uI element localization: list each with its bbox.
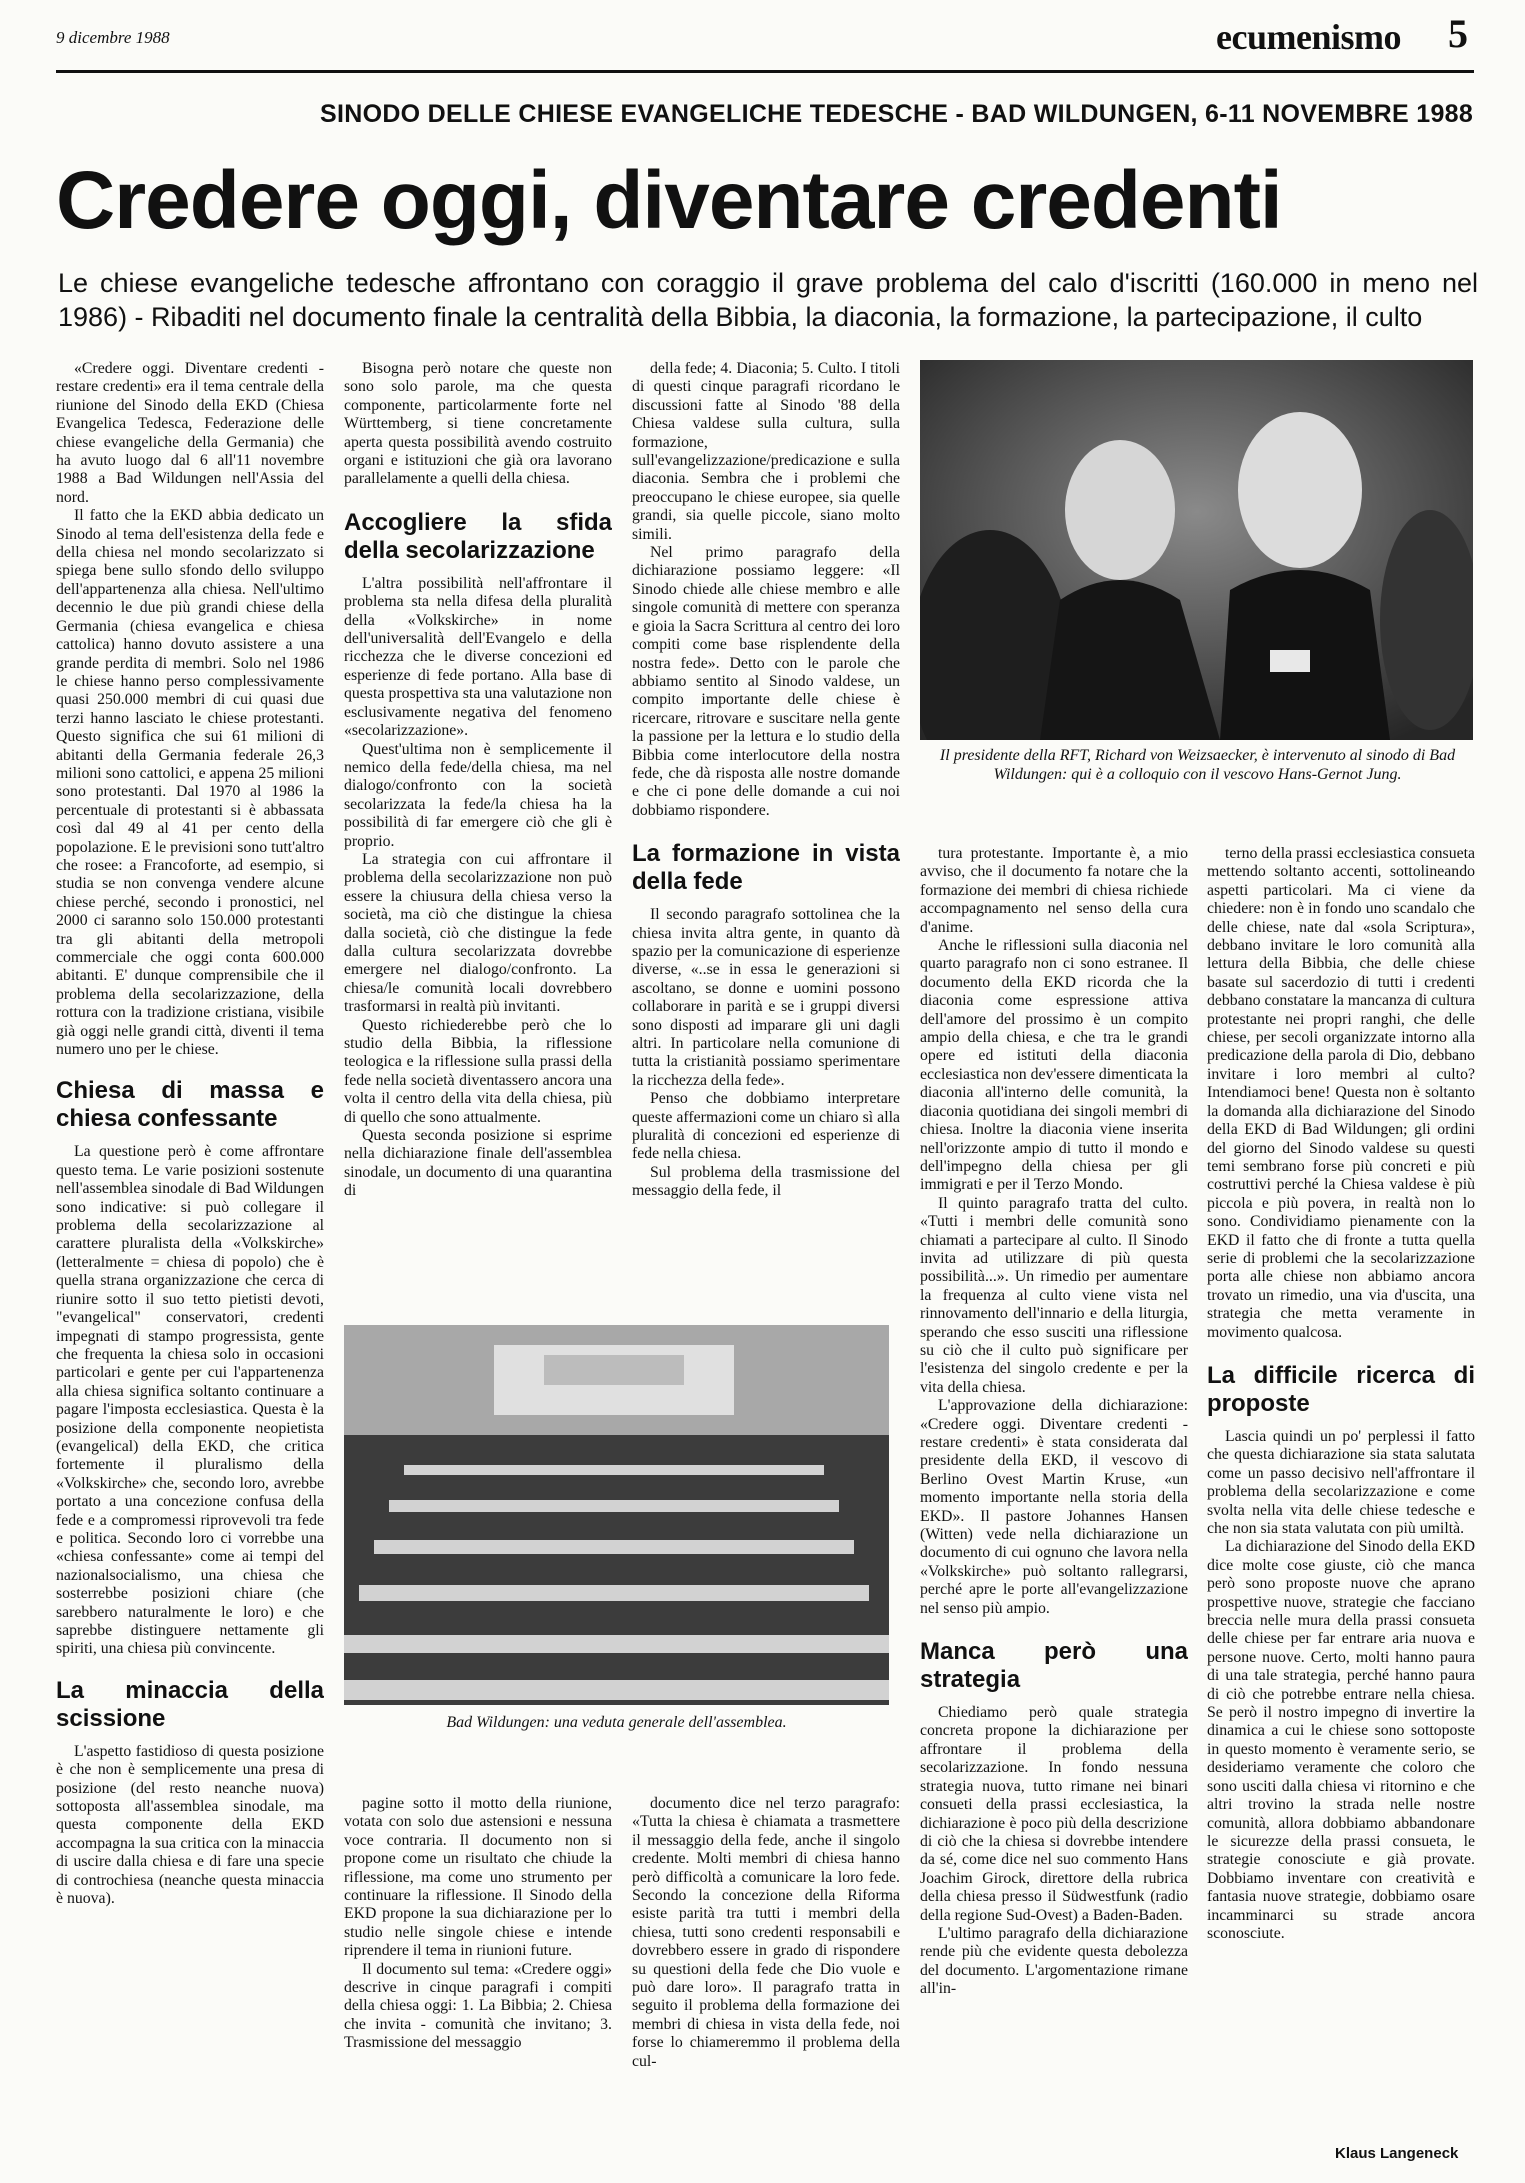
column-3-upper [632,360,900,1310]
kicker: SINODO DELLE CHIESE EVANGELICHE TEDESCHE - BAD WILDUNGEN, 6-11 NOVEMBRE 1988 [320,100,1474,128]
paragraph: L'approvazione della dichiarazione: «Credere oggi. Diventare credenti - restare credenti» è stata considerata dal presidente della EKD, il vescovo di Berlino Ovest Martin Kruse, «un momento importante nella storia della EKD». Il pastore Johannes Hansen (Witten) vede nella dichiarazione un documento di cui ognuno che lavora nella «Volkskirche» può soltanto rallegrarsi, perché apre le porte all'evangelizzazione nel senso più ampio. [920,1397,1188,1617]
page-number: 5 [1448,11,1468,56]
paragraph: La strategia con cui affrontare il problema della secolarizzazione non può essere la chiusura della chiesa verso la società, ma ciò che distingue la chiesa dalla società, ciò che distingue la fede dalla cultura secolarizzata dovrebbe emergere nel dialogo/confronto. La chiesa/le comunità locali dovrebbero trasformarsi in realtà più invitanti. [344,850,612,1016]
column-1 [56,360,324,2120]
paragraph: Il secondo paragrafo sottolinea che la chiesa invita altra gente, in quanto dà spazio per la comunicazione di esperienze diverse, «..se in essa le generazioni si ascoltano, se donne e uomini possono collaborare in parità e se i gruppi diversi sono disposti ad imparare gli uni dagli altri. In particolare nella comunione di tutta la cristianità possiamo sperimentare la ricchezza della fede». [632,906,900,1089]
paragraph: «Credere oggi. Diventare credenti - restare credenti» era il tema centrale della riunione del Sinodo della EKD (Chiesa Evangelica Tedesca, Federazione delle chiese evangeliche della Germania) che ha avuto luogo dal 6 all'11 novembre 1988 a Bad Wildungen nell'Assia del nord. [56,360,324,506]
column-5 [1207,845,1475,2125]
photo-assembly [344,1325,889,1705]
paragraph: Quest'ultima non è semplicemente il nemico della fede/della chiesa, ma nel dialogo/confronto con la società secolarizzata la fede/la chiesa ha la possibilità di far emergere ciò che gli è proprio. [344,740,612,850]
paragraph: documento dice nel terzo paragrafo: «Tutta la chiesa è chiamata a trasmettere il messaggio della fede, anche il singolo credente. Molti membri di chiesa hanno però difficoltà a comunicare la loro fede. Secondo la concezione della Riforma esiste parità tra tutti i membri della chiesa, tutti sono credenti responsabili e dovrebbero essere in grado di rispondere su questioni della fede che Dio vuole e può dare loro». Il paragrafo tratta in seguito il problema della formazione dei membri di chiesa in vista della fede, noi forse lo chiameremmo il problema della cul- [632,1795,900,2070]
paragraph: Il documento sul tema: «Credere oggi» descrive in cinque paragrafi i compiti della chiesa oggi: 1. La Bibbia; 2. Chiesa che invita - comunità che invitano; 3. Trasmissione del messaggio [344,1960,612,2052]
standfirst: Le chiese evangeliche tedesche affrontano con coraggio il grave problema del calo d'iscritti (160.000 in meno nel 1986) - Ribaditi nel documento finale la centralità della Bibbia, la diaconia, la formazione, la partecipazione, il culto [58,268,1478,332]
paragraph: Chiediamo però quale strategia concreta propone la dichiarazione per affrontare il problema della secolarizzazione. In fondo nessuna strategia nuova, tutto rimane nei binari consueti della prassi ecclesiastica, la dichiarazione è poco più della descrizione di ciò che la chiesa si dovrebbe intendere da sé, come dice nel suo commento Hans Joachim Girock, direttore della rubrica della chiesa presso il Südwestfunk (radio della regione Sud-Ovest) a Baden-Baden. [920,1704,1188,1924]
photo-assembly-image [344,1325,889,1705]
paragraph: L'aspetto fastidioso di questa posizione è che non è semplicemente una presa di posizione (del resto neanche nuova) sottoposta all'assemblea sinodale, ma questa componente della EKD accompagna la sua critica con la minaccia di uscire dalla chiesa e di fare una specie di controchiesa (neanche questa minaccia è nuova). [56,1742,324,1908]
paragraph: L'ultimo paragrafo della dichiarazione rende più che evidente questa debolezza del documento. L'argomentazione rimane all'in- [920,1924,1188,1998]
paragraph: della fede; 4. Diaconia; 5. Culto. I titoli di questi cinque paragrafi ricordano le discussioni fatte al Sinodo '88 della Chiesa valdese sulla cultura, sulla formazione, sull'evangelizzazione/predicazione e sulla diaconia. Sembra che i problemi che preoccupano le chiese europee, sia quelle grandi, sia quelle piccole, siano molto simili. [632,360,900,543]
paragraph: Il fatto che la EKD abbia dedicato un Sinodo al tema dell'esistenza della fede e della chiesa nel mondo secolarizzato si spiega bene sullo sfondo dello sviluppo dell'appartenenza alla chiesa. Nell'ultimo decennio le due più grandi chiese della Germania (chiesa evangelica e chiesa cattolica) hanno dovuto assistere a una grande perdita di membri. Solo nel 1986 le chiese hanno perso complessivamente quasi 250.000 membri di cui quasi due terzi hanno lasciato le chiese protestanti. Questo significa che sui 61 milioni di abitanti della Germania federale 26,3 milioni sono cattolici, e appena 25 milioni sono protestanti. Dal 1970 al 1986 la percentuale di protestanti si è abbassata così dal 49 al 41 per cento della popolazione. E le previsioni sono tutt'altro che rosee: a Francoforte, ad esempio, si studia se non convenga vendere alcune chiese perché, secondo i pronostici, nel 2000 ci saranno solo 150.000 protestanti tra gli abitanti della metropoli commerciale che oggi conta 600.000 abitanti. E' dunque comprensibile che il problema della secolarizzazione, della rottura con la tradizione cristiana, visibile già oggi nelle grandi città, diventi il tema numero uno per le chiese. [56,507,324,1059]
paragraph: La dichiarazione del Sinodo della EKD dice molte cose giuste, ciò che manca però sono proposte nuove che aprano prospettive nuove, strategie che facciano breccia nelle mura della prassi consueta delle chiese per far entrare aria nuova e persone nuove. Certo, molti hanno paura di una tale strategia, perché hanno paura di ciò che potrebbe entrare nella chiesa. Se però il nostro impegno di invertire la dinamica a cui le chiese sono sottoposte in questo momento è veramente serio, se desideriamo veramente che coloro che sono usciti dalla chiesa vi ritornino e che altri trovino la strada nelle nostre comunità, allora dobbiamo abbandonare le sicurezze della prassi consueta, le strategie conosciute e già provate. Dobbiamo inventare con creatività e fantasia nuove strategie, dobbiamo osare incamminarci su strade ancora sconosciute. [1207,1538,1475,1942]
paragraph: Lascia quindi un po' perplessi il fatto che questa dichiarazione sia stata salutata come un passo decisivo nell'affrontare il problema della secolarizzazione e come svolta nella vita delle chiese tedesche e che non sia stata valutata con più umiltà. [1207,1427,1475,1537]
paragraph: terno della prassi ecclesiastica consueta mettendo soltanto accenti, sottolineando aspetti particolari. Ma ci viene da chiedere: non è in fondo uno scandalo che delle chiese, nate dal «sola Scriptura», debbano invitare le loro comunità alla lettura della Bibbia, che delle chiese basate sul sacerdozio di tutti i credenti debbano constatare la mancanza di cultura protestante nei propri ranghi, che delle chiese, per secoli organizzate intorno alla predicazione della parola di Dio, debbano invitare i loro membri al culto? Intendiamoci bene! Questa non è soltanto la domanda alla dichiarazione del Sinodo della EKD di Bad Wildungen; gli ordini del giorno del Sinodo valdese su questi temi sembrano forse più concreti e più costruttivi perché la Chiesa valdese è più piccola e più povera, in realtà non lo sono. Condividiamo pienamente con la EKD il fatto che di fronte a tutta quella serie di problemi che la secolarizzazione porta alle chiese non abbiamo ancora trovato un rimedio, una via d'uscita, una strategia che metta veramente in movimento qualcosa. [1207,845,1475,1341]
subheading: Chiesa di massa e chiesa confessante [56,1077,324,1133]
paragraph: L'altra possibilità nell'affrontare il problema sta nella difesa della pluralità della «Volkskirche» in nome dell'universalità dell'Evangelo e della ricchezza che le diverse concezioni ed esperienze di fede portano. Alla base di questa prospettiva sta una valutazione non esclusivamente negativa del fenomeno «secolarizzazione». [344,574,612,740]
column-2-lower [344,1795,612,2125]
header-rule [56,70,1474,73]
paragraph: tura protestante. Importante è, a mio avviso, che il documento fa notare che la formazione dei membri di chiesa richiede accompagnamento nel senso della cura d'anime. [920,845,1188,936]
headline: Credere oggi, diventare credenti [56,155,1282,246]
byline: Klaus Langeneck [1335,2145,1459,2162]
photo-weizsaecker-jung-image [920,360,1473,740]
subheading: La formazione in vista della fede [632,840,900,896]
paragraph: La questione però è come affrontare questo tema. Le varie posizioni sostenute nell'assemblea sinodale di Bad Wildungen sono indicative: si può collegare il problema della secolarizzazione al carattere pluralista della «Volkskirche» (letteralmente = chiesa di popolo) che è quella strana organizzazione che cerca di riunire sotto il suo tetto pietisti devoti, "evangelical" conservatori, credenti impegnati di stampo progressista, gente che frequenta la chiesa solo in occasioni particolari e gente per cui l'appartenenza alla chiesa significa soltanto continuare a pagare l'imposta ecclesiastica. Questa è la posizione della componente neopietista (evangelical) della EKD, che critica fortemente il pluralismo della «Volkskirche» che, secondo loro, avrebbe portato a una concezione confusa della fede e a compromessi riprovevoli tra fede e politica. Secondo loro ci vorrebbe una «chiesa confessante» come ai tempi del nazionalsocialismo, una chiesa che sosterrebbe posizioni chiare (che sarebbero naturalmente le loro) e che saprebbe distinguere nettamente gli spiriti, una chiesa più convincente. [56,1143,324,1658]
paragraph: Anche le riflessioni sulla diaconia nel quarto paragrafo non ci sono estranee. Il documento della EKD ricorda che la diaconia come espressione attiva dell'amore del prossimo è un compito ampio della chiesa, e che tra le grandi opere ed istituti della diaconia ecclesiastica non dev'essere dimenticata la diaconia all'interno delle comunità, la diaconia quotidiana dei singoli membri di chiesa. Inoltre la diaconia viene inserita nell'orizzonte ampio di tutto il mondo e dell'impegno della chiesa per gli immigrati e per il Terzo Mondo. [920,937,1188,1194]
photo-1-caption: Il presidente della RFT, Richard von Weizsaecker, è intervenuto al sinodo di Bad Wildungen: qui è a colloquio con il vescovo Hans-Gernot Jung. [939,747,1456,783]
subheading: La difficile ricerca di proposte [1207,1361,1475,1417]
subheading: Manca però una strategia [920,1638,1188,1694]
paragraph: Bisogna però notare che queste non sono solo parole, ma che questa componente, particolarmente forte nel Württemberg, si tiene concretamente aperta questa possibilità avendo costruito organi e istituzioni che già ora lavorano parallelamente a quelli della chiesa. [344,360,612,488]
issue-date: 9 dicembre 1988 [56,28,170,47]
paragraph: Sul problema della trasmissione del messaggio della fede, il [632,1163,900,1200]
photo-weizsaecker-jung [920,360,1473,740]
paragraph: Nel primo paragrafo della dichiarazione possiamo leggere: «Il Sinodo chiede alle chiese membro e alle singole comunità di mettere con speranza e gioia la Sacra Scrittura al centro dei loro compiti come base risplendente della nostra fede». Detto con le parole che abbiamo sentito al Sinodo valdese, un compito importante delle chiese è ricercare, ritrovare e suscitare nella gente la passione per la lettura e lo studio della Bibbia come interlocutore della nostra fede, che dà risposta alle nostre domande e che ci pone delle domande a cui noi dobbiamo rispondere. [632,544,900,819]
photo-2-caption: Bad Wildungen: una veduta generale dell'assemblea. [446,1714,787,1731]
column-4 [920,845,1188,2145]
paragraph: Il quinto paragrafo tratta del culto. «Tutti i membri delle comunità sono chiamati a partecipare al culto. Il Sinodo invita ad utilizzare di più questa possibilità...». Un rimedio per aumentare la frequenza al culto viene vista nel rinnovamento dell'innario e della liturgia, sperando che esso susciti una riflessione su ciò che il culto può significare per l'esistenza del singolo credente e per la vita della chiesa. [920,1194,1188,1396]
paragraph: Questo richiederebbe però che lo studio della Bibbia, la riflessione teologica e la riflessione sulla prassi della fede nella società diventassero ancora una volta il centro della vita della chiesa, più di quello che sono attualmente. [344,1016,612,1126]
subheading: Accogliere la sfida della secolarizzazione [344,508,612,564]
column-3-lower [632,1795,900,2125]
column-2-upper [344,360,612,1310]
paragraph: Questa seconda posizione si esprime nella dichiarazione finale dell'assemblea sinodale, un documento di una quarantina di [344,1127,612,1200]
section-name: ecumenismo [1216,17,1401,57]
paragraph: Penso che dobbiamo interpretare queste affermazioni come un chiaro sì alla pluralità di concezioni ed esperienze di fede nella chiesa. [632,1090,900,1163]
paragraph: pagine sotto il motto della riunione, votata con solo due astensioni e nessuna voce contraria. Il documento non si propone come un risultato che chiude la riflessione, ma come uno strumento per continuare la riflessione. Il Sinodo della EKD propone la sua dichiarazione per lo studio nelle singole chiese e intende riprendere il tema in riunioni future. [344,1795,612,1960]
subheading: La minaccia della scissione [56,1676,324,1732]
